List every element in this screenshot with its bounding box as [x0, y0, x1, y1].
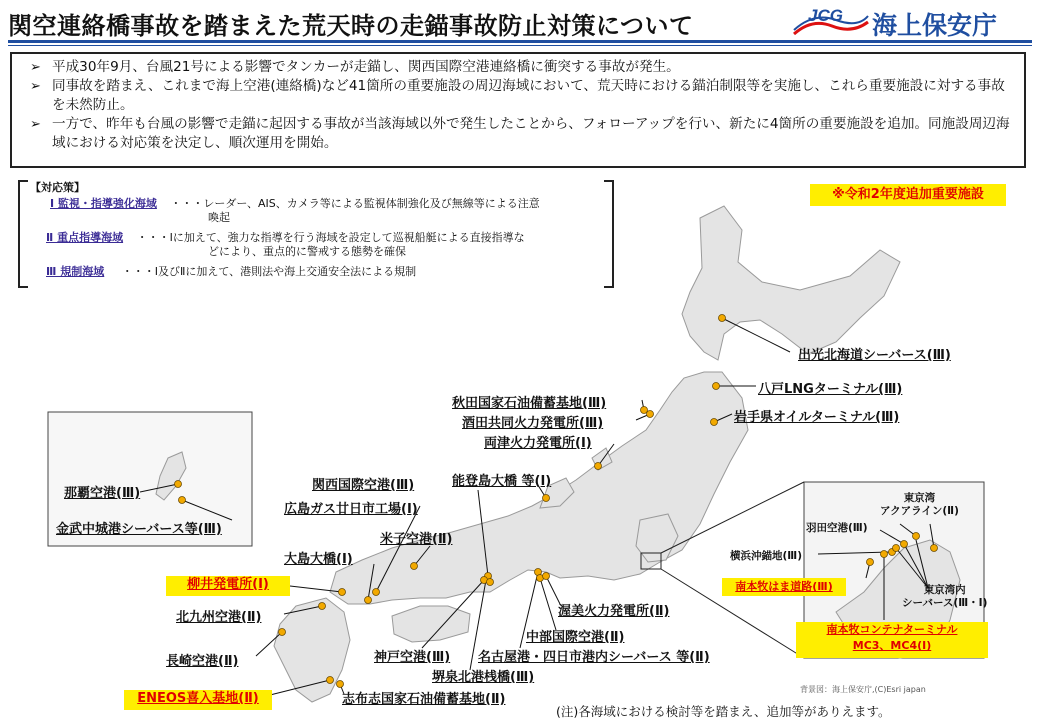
facility-dot — [881, 551, 888, 558]
facility-dot — [901, 541, 908, 548]
bracket-right — [604, 180, 614, 288]
facility-dot — [647, 411, 654, 418]
measure-label: Ⅲ 規制海域 — [46, 265, 105, 278]
label-oshima: 大島大橋(Ⅰ) — [284, 552, 353, 567]
label-akita: 秋田国家石油備蓄基地(Ⅲ) — [452, 396, 607, 411]
facility-dot — [279, 629, 286, 636]
measure-row-3 — [46, 264, 416, 279]
label-hachinohe: 八戸LNGターミナル(Ⅲ) — [758, 382, 903, 397]
facility-dot — [913, 533, 920, 540]
arrow-bullet-icon: ➢ — [30, 117, 41, 132]
facility-dot — [711, 419, 718, 426]
facility-dot — [719, 315, 726, 322]
facility-dot — [867, 559, 874, 566]
label-noto: 能登島大橋 等(Ⅰ) — [452, 474, 552, 489]
facility-dot — [543, 573, 550, 580]
arrow-bullet-icon: ➢ — [30, 60, 41, 75]
facility-dot — [543, 495, 550, 502]
label-yokohama: 横浜沖錨地(Ⅲ) — [730, 550, 803, 562]
facility-dot — [175, 481, 182, 488]
label-haneda: 羽田空港(Ⅲ) — [806, 522, 868, 534]
summary-text: 同事故を踏まえ、これまで海上空港(連絡橋)など41箇所の重要施設の周辺海域において、荒天時における錨泊制限等を実施し、これら重要施設に対する事故を未然防止。 — [52, 78, 1005, 113]
measures-legend — [18, 180, 614, 288]
label-aqualine: 東京湾 アクアライン(Ⅱ) — [880, 492, 959, 517]
label-tokyo-seaberth: 東京湾内 シーバース(Ⅲ・Ⅰ) — [902, 584, 988, 609]
map-credit: 背景図：海上保安庁,(C)Esri japan — [800, 685, 926, 694]
page-title: 関空連絡橋事故を踏まえた荒天時の走錨事故防止対策について — [8, 12, 694, 40]
label-sakai: 堺泉北港桟橋(Ⅲ) — [432, 670, 535, 685]
facility-dot — [179, 497, 186, 504]
label-yonago: 米子空港(Ⅱ) — [380, 532, 453, 547]
arrow-bullet-icon: ➢ — [30, 79, 41, 94]
facility-dot — [339, 589, 346, 596]
label-hiroshima: 広島ガス廿日市工場(Ⅰ) — [284, 502, 418, 517]
measures-heading: 【対応策】 — [30, 181, 85, 194]
measure-text: ・・・Ⅰ及びⅡに加えて、港則法や海上交通安全法による規制 — [121, 265, 417, 278]
label-nagasaki: 長崎空港(Ⅱ) — [166, 654, 239, 669]
label-ryotsu: 両津火力発電所(Ⅰ) — [484, 436, 592, 451]
hokkaido-landmass — [682, 206, 900, 360]
label-shibushi: 志布志国家石油備蓄基地(Ⅱ) — [342, 692, 506, 707]
measure-row-1 — [50, 196, 540, 211]
measure-text-cont: どにより、重点的に警戒する態勢を確保 — [208, 245, 406, 258]
facility-dot — [931, 545, 938, 552]
facility-dot — [319, 603, 326, 610]
label-kitakyushu: 北九州空港(Ⅱ) — [176, 610, 262, 625]
facility-dot — [337, 681, 344, 688]
measure-text: ・・・Ⅰに加えて、強力な指導を行う海域を設定して巡視船艇による直接指導な — [136, 231, 525, 244]
facility-dot — [713, 383, 720, 390]
measure-label: Ⅱ 重点指導海域 — [46, 231, 124, 244]
facility-dot — [595, 463, 602, 470]
summary-text: 平成30年9月、台風21号による影響でタンカーが走錨し、関西国際空港連絡橋に衝突する事故が発生。 — [52, 59, 680, 75]
facility-dot — [365, 597, 372, 604]
added-facilities-legend: ※令和2年度追加重要施設 — [810, 184, 1006, 206]
organization-name: 海上保安庁 — [872, 11, 998, 40]
label-chubu: 中部国際空港(Ⅱ) — [526, 630, 625, 645]
logo-text: JCG — [808, 6, 843, 25]
measure-label: Ⅰ 監視・指導強化海域 — [50, 197, 157, 210]
facility-dot — [373, 589, 380, 596]
measure-text: ・・・レーダー、AIS、カメラ等による監視体制強化及び無線等による注意 — [170, 197, 540, 210]
measure-row-2 — [46, 230, 525, 245]
facility-dot — [893, 545, 900, 552]
label-container-terminal: 南本牧コンテナターミナル MC3、MC4(Ⅰ) — [796, 622, 988, 658]
label-atsumi: 渥美火力発電所(Ⅱ) — [558, 604, 670, 619]
label-kobe: 神戸空港(Ⅲ) — [374, 650, 451, 665]
label-iwate: 岩手県オイルターミナル(Ⅲ) — [734, 410, 900, 425]
label-idemitsu: 出光北海道シーバース(Ⅲ) — [798, 348, 951, 363]
label-sakata: 酒田共同火力発電所(Ⅲ) — [462, 416, 604, 431]
label-nagoya: 名古屋港・四日市港内シーバース 等(Ⅱ) — [478, 650, 710, 665]
measure-text-cont: 喚起 — [208, 211, 230, 224]
facility-dot — [411, 563, 418, 570]
label-kansai: 関西国際空港(Ⅲ) — [312, 478, 415, 493]
label-minamihonmoku-road: 南本牧はま道路(Ⅲ) — [722, 578, 846, 596]
facility-dot — [487, 579, 494, 586]
footnote: (注)各海域における検討等を踏まえ、追加等がありえます。 — [556, 704, 891, 719]
label-eneos: ENEOS喜入基地(Ⅱ) — [124, 690, 272, 710]
label-yanai: 柳井発電所(Ⅰ) — [166, 576, 290, 596]
shikoku-landmass — [392, 606, 470, 642]
summary-text: 一方で、昨年も台風の影響で走錨に起因する事故が当該海域以外で発生したことから、フォローアップを行い、新たに4箇所の重要施設を追加。同施設周辺海域における対応策を決定し、順次運用を開始。 — [52, 116, 1010, 151]
bracket-left — [18, 180, 28, 288]
facility-dot — [327, 677, 334, 684]
label-naha: 那覇空港(Ⅲ) — [64, 486, 141, 501]
label-kin: 金武中城港シーバース等(Ⅲ) — [56, 522, 222, 537]
